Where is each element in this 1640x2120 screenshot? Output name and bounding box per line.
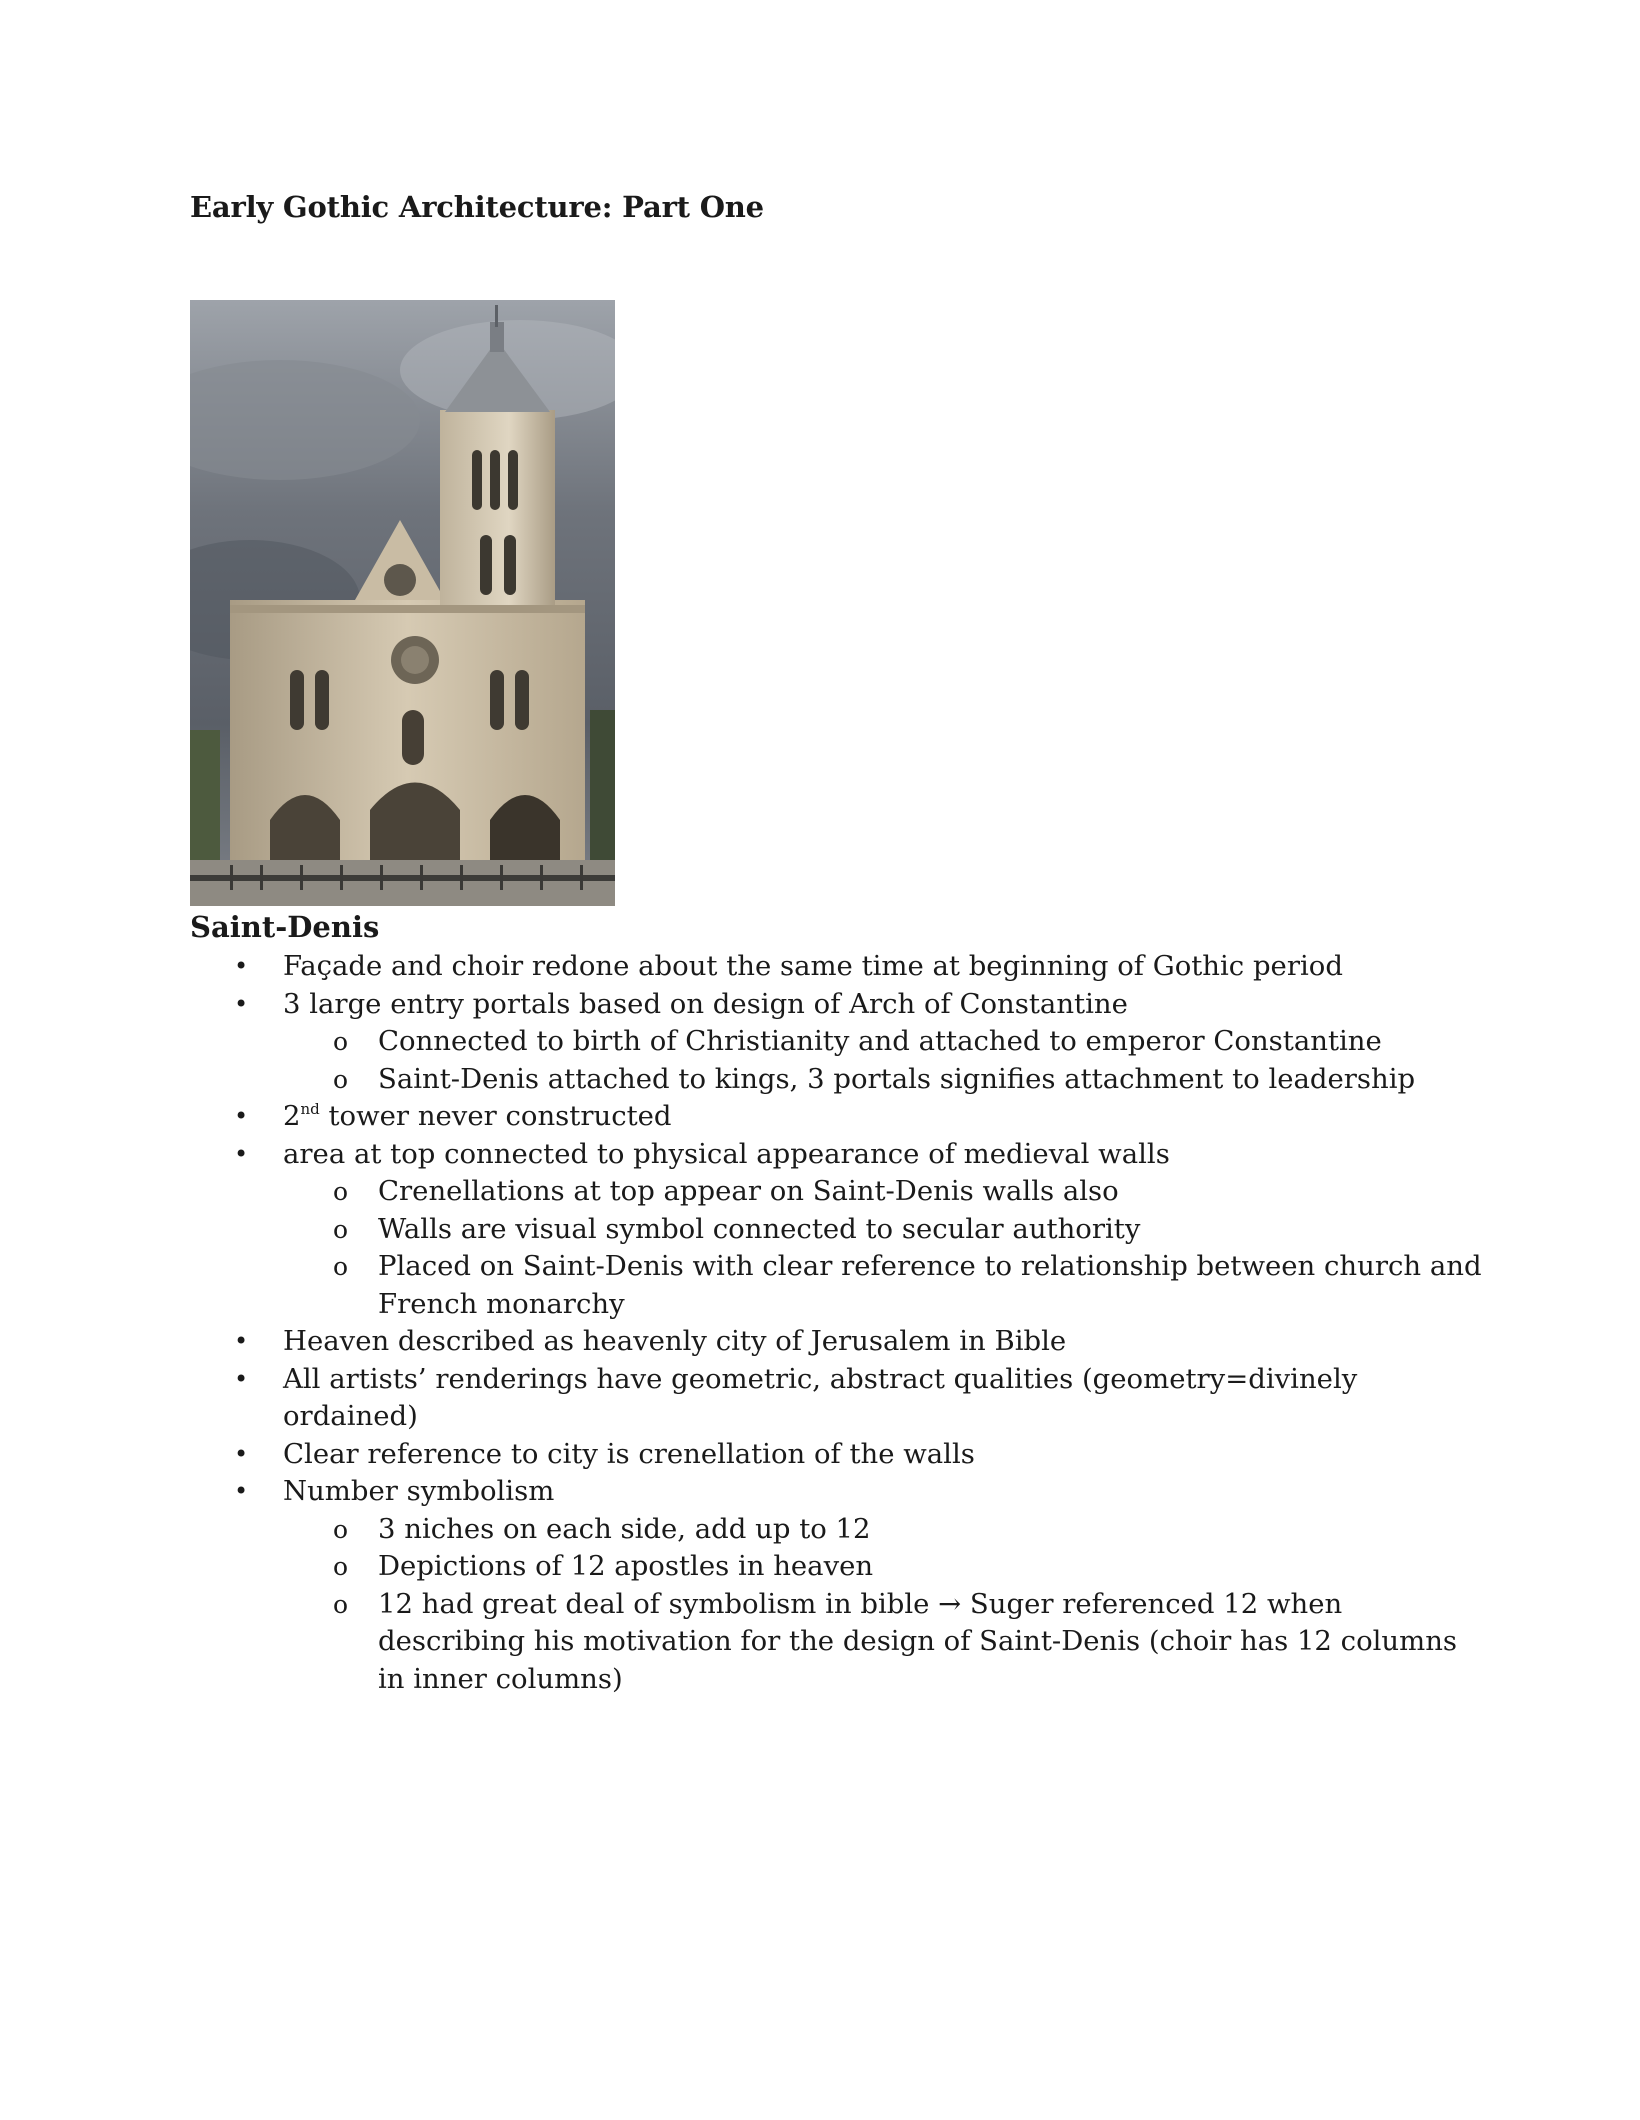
sub-list-container [190,1023,1490,1098]
bullet-icon: • [234,1327,249,1355]
list-item-text: All artists’ renderings have geometric, abstract qualities (geometry=divinely ordained) [283,1362,1358,1432]
sub-list-item [190,1061,1490,1099]
list-item-text: Façade and choir redone about the same time at beginning of Gothic period [283,950,1343,982]
list-item [190,1361,1490,1436]
sub-list-item-text: Crenellations at top appear on Saint-Denis walls also [378,1175,1119,1207]
sub-list-item [190,1548,1490,1586]
sub-bullet-icon: o [333,1064,349,1094]
list-item [190,948,1490,986]
sub-list-item-text: Connected to birth of Christianity and attached to emperor Constantine [378,1025,1382,1057]
bullet-icon: • [234,1364,249,1393]
notes-list [190,948,1490,1698]
sub-list-item-text: Depictions of 12 apostles in heaven [378,1550,874,1582]
sub-list-item-text: Walls are visual symbol connected to secular authority [378,1212,1141,1245]
sub-bullet-icon: o [333,1214,349,1244]
sub-bullet-icon: o [333,1589,349,1619]
section-heading: Saint-Denis [190,910,380,944]
sub-bullet-icon: o [333,1177,349,1206]
sub-list-item-text: Placed on Saint-Denis with clear reference to relationship between church and French monarchy [378,1250,1482,1320]
sub-list-item [190,1511,1490,1549]
document-title: Early Gothic Architecture: Part One [190,190,764,224]
sub-list-container [190,1511,1490,1699]
bullet-icon: • [234,1102,249,1130]
list-item-text: Clear reference to city is crenellation of the walls [283,1437,975,1470]
sub-list-item [190,1173,1490,1211]
sub-bullet-icon: o [333,1252,349,1281]
sub-list-container [190,1173,1490,1323]
sub-list-item-text: 12 had great deal of symbolism in bible → Suger referenced 12 when describing his motivation for the design of Saint-Denis (choir has 12 columns in inner columns) [378,1587,1458,1695]
sub-bullet-icon: o [333,1552,349,1581]
bullet-icon: • [234,952,249,980]
bullet-icon: • [234,989,249,1018]
sub-bullet-icon: o [333,1027,349,1056]
bullet-icon: • [234,1439,249,1468]
sub-list-item-text: 3 niches on each side, add up to 12 [378,1512,871,1545]
list-item-text-prefix: 2 [283,1100,301,1132]
bullet-icon: • [234,1139,249,1168]
list-item-text: Heaven described as heavenly city of Jerusalem in Bible [283,1325,1067,1357]
sub-list-item [190,1586,1490,1699]
list-item [190,1473,1490,1511]
list-item-text: area at top connected to physical appearance of medieval walls [283,1137,1170,1170]
cathedral-photo [190,300,615,906]
sub-list-item [190,1023,1490,1061]
list-item [190,986,1490,1024]
sub-list-item [190,1211,1490,1249]
ordinal-suffix: nd [300,1100,320,1118]
list-item-text-suffix: tower never constructed [319,1100,672,1132]
list-item [190,1436,1490,1474]
list-item [190,1098,1490,1136]
bullet-icon: • [234,1477,249,1505]
list-item [190,1323,1490,1361]
list-item-text: Number symbolism [283,1475,555,1507]
list-item [190,1136,1490,1174]
sub-bullet-icon: o [333,1514,349,1544]
list-item-text: 3 large entry portals based on design of Arch of Constantine [283,987,1128,1020]
sub-list-item [190,1248,1490,1323]
sub-list-item-text: Saint-Denis attached to kings, 3 portals signifies attachment to leadership [378,1062,1416,1095]
